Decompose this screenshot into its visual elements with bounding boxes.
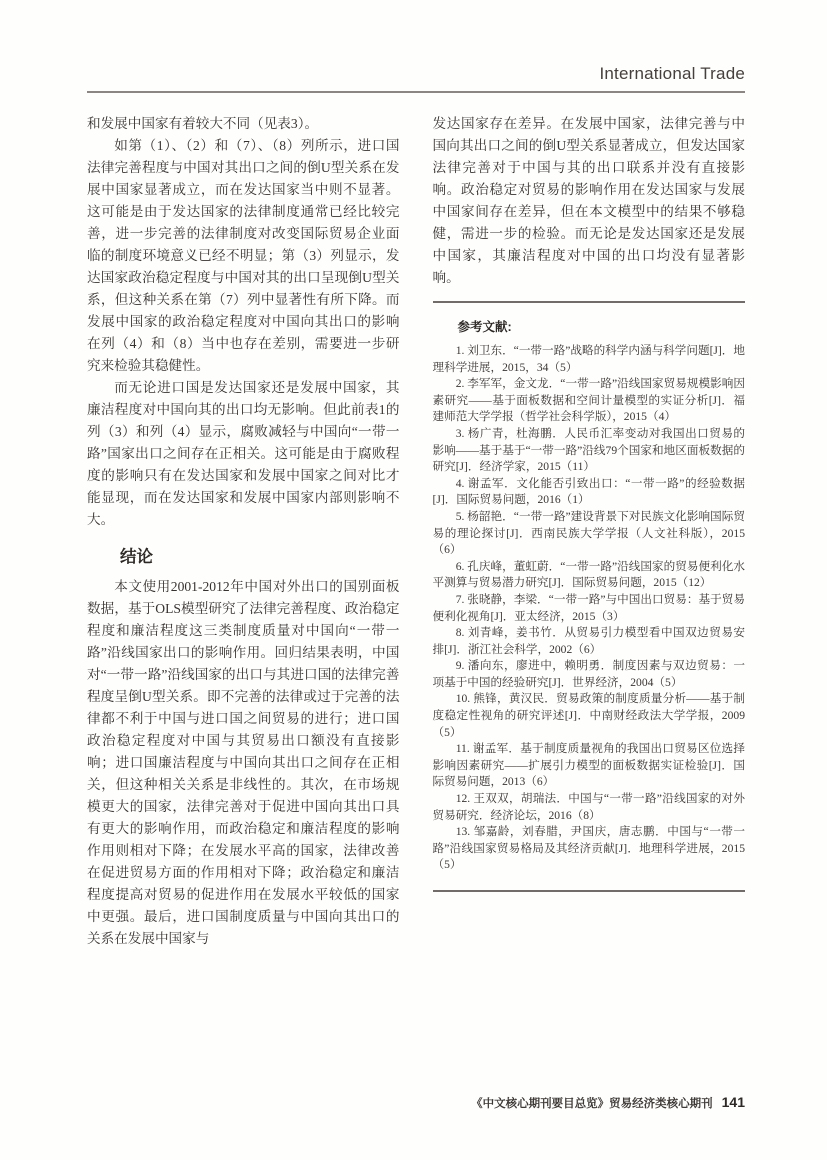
conclusion-paragraph: 本文使用2001-2012年中国对外出口的国别面板数据，基于OLS模型研究了法律完善程度、政治稳定程度和廉洁程度这三类制度质量对中国向“一带一路”沿线国家出口的影响作用。回归结果表明，中国对“一带一路”沿线国家的出口与其进口国的法律完善程度呈倒U型关系。即不完善的法律或过于完善的法律都不利于中国与进口国之间贸易的进行；进口国政治稳定程度对中国与其贸易出口额没有直接影响；进口国廉洁程度与中国向其出口之间存在正相关，但这种相关关系是非线性的。其次，在市场规模更大的国家，法律完善对于促进中国向其出口具有更大的影响作用，而政治稳定和廉洁程度的影响作用则相对下降；在发展水平高的国家，法律改善在促进贸易方面的作用相对下降；政治稳定和廉洁程度提高对贸易的促进作用在发展水平较低的国家中更强。最后，进口国制度质量与中国向其出口的关系在发展中国家与 bbox=[87, 579, 400, 946]
reference-item: 6. 孔庆峰，董虹蔚．“一带一路”沿线国家的贸易便利化水平测算与贸易潜力研究[J]．国际贸易问题，2015（12） bbox=[432, 559, 745, 590]
paragraph-results-2: 而无论进口国是发达国家还是发展中国家，其廉洁程度对中国向其的出口均无影响。但此前表1的列（3）和列（4）显示，腐败减轻与中国向“一带一路”国家出口之间存在正相关。这可能是由于腐败程度的影响只有在发达国家和发展中国家之间对比才能显现，而在发达国家和发展中国家内部则影响不大。 bbox=[87, 380, 400, 527]
right-column bbox=[433, 113, 746, 950]
reference-item: 2. 李军军，金文龙．“一带一路”沿线国家贸易规模影响因素研究——基于面板数据和空间计量模型的实证分析[J]．福建师范大学学报（哲学社会科学版），2015（4） bbox=[432, 377, 745, 424]
paragraph-results-1: 如第（1）、（2）和（7）、（8）列所示，进口国法律完善程度与中国对其出口之间的倒U型关系在发展中国家显著成立，而在发达国家当中则不显著。这可能是由于发达国家的法律制度通常已经比较完善，进一步完善的法律制度对改变国际贸易企业面临的制度环境意义已经不明显；第（3）列显示，发达国家政治稳定程度与中国对其的出口呈现倒U型关系，但这种关系在第（7）列中显著性有所下降。而发展中国家的政治稳定程度对中国向其出口的影响在列（4）和（8）当中也存在差别，需要进一步研究来检验其稳健性。 bbox=[87, 138, 400, 373]
reference-item: 3. 杨广青，杜海鹏．人民币汇率变动对我国出口贸易的影响——基于基于“一带一路”沿线79个国家和地区面板数据的研究[J]．经济学家，2015（11） bbox=[432, 426, 745, 474]
reference-item: 9. 潘向东，廖进中，赖明勇．制度因素与双边贸易：一项基于中国的经验研究[J]．世界经济，2004（5） bbox=[432, 659, 745, 689]
article-body bbox=[87, 113, 745, 950]
reference-item: 12. 王双双，胡瑞法．中国与“一带一路”沿线国家的对外贸易研究．经济论坛，2016（8） bbox=[432, 792, 745, 822]
left-column bbox=[87, 113, 400, 950]
reference-item: 7. 张晓静，李梁．“一带一路”与中国出口贸易：基于贸易便利化视角[J]．亚太经济，2015（3） bbox=[432, 592, 745, 623]
page-number: 141 bbox=[721, 1094, 745, 1110]
references-heading: 参考文献: bbox=[457, 320, 512, 334]
references-box bbox=[433, 301, 746, 892]
reference-item: 13. 邹嘉龄，刘春腊，尹国庆，唐志鹏．中国与“一带一路”沿线国家贸易格局及其经济贡献[J]．地理科学进展，2015（5） bbox=[432, 825, 745, 872]
conclusion-heading: 结论 bbox=[120, 548, 153, 566]
section-label: International Trade bbox=[599, 64, 745, 83]
reference-item: 11. 谢孟军．基于制度质量视角的我国出口贸易区位选择影响因素研究——扩展引力模型的面板数据实证检验[J]．国际贸易问题，2013（6） bbox=[432, 742, 745, 789]
running-head bbox=[87, 64, 745, 93]
reference-item: 1. 刘卫东．“一带一路”战略的科学内涵与科学问题[J]．地理科学进展，2015，34（5） bbox=[432, 344, 745, 374]
reference-item: 4. 谢孟军．文化能否引致出口：“一带一路”的经验数据[J]．国际贸易问题，2016（1） bbox=[432, 476, 745, 507]
journal-note: 《中文核心期刊要目总览》贸易经济类核心期刊 bbox=[471, 1098, 713, 1110]
reference-item: 8. 刘青峰，姜书竹．从贸易引力模型看中国双边贸易安排[J]．浙江社会科学，2002（6） bbox=[432, 626, 745, 656]
reference-item: 10. 熊锋，黄汉民．贸易政策的制度质量分析——基于制度稳定性视角的研究评述[J]．中南财经政法大学学报，2009（5） bbox=[432, 692, 745, 739]
paragraph-continued: 和发展中国家有着较大不同（见表3）。 bbox=[87, 116, 319, 131]
conclusion-paragraph-continued: 发达国家存在差异。在发展中国家，法律完善与中国向其出口之间的倒U型关系显著成立，但发达国家法律完善对于中国与其的出口联系并没有直接影响。政治稳定对贸易的影响作用在发达国家与发展中国家间存在差异，但在本文模型中的结果不够稳健，需进一步的检验。而无论是发达国家还是发展中国家，其廉洁程度对中国的出口均没有显著影响。 bbox=[432, 116, 745, 285]
page-footer bbox=[87, 1094, 745, 1111]
reference-item: 5. 杨韶艳．“一带一路”建设背景下对民族文化影响国际贸易的理论探讨[J]．西南民族大学学报（人文社科版），2015（6） bbox=[432, 509, 745, 557]
